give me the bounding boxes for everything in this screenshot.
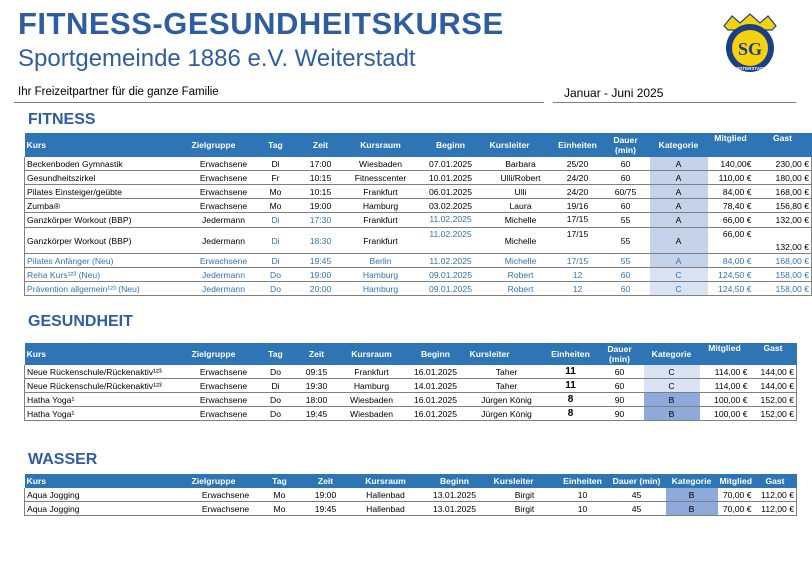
cell-tag: Di <box>258 379 294 393</box>
cell-kategorie: A <box>650 157 708 171</box>
header-dauer: Dauer (min) <box>602 133 650 157</box>
cell-kursleiter: Michelle <box>488 213 554 228</box>
cell-dauer: 45 <box>608 488 666 502</box>
cell-gast: 168,00 € <box>754 254 812 268</box>
cell-kursraum: Wiesbaden <box>340 393 404 407</box>
cell-kursleiter: Taher <box>468 379 546 393</box>
cell-kursleiter: Taher <box>468 365 546 379</box>
table-row <box>25 268 812 282</box>
cell-tag: Do <box>258 282 294 296</box>
cell-dauer: 55 <box>602 254 650 268</box>
cell-zielgruppe: Erwachsene <box>190 407 258 421</box>
cell-kurs: Gesundheitszirkel <box>25 171 190 185</box>
cell-zeit: 18:00 <box>294 393 340 407</box>
cell-tag: Do <box>258 393 294 407</box>
cell-dauer: 60 <box>602 268 650 282</box>
logo-letters: SG <box>737 39 763 59</box>
wasser-course-table <box>24 474 797 516</box>
club-logo <box>718 10 782 74</box>
header-einheiten: Einheiten <box>546 343 596 365</box>
club-name: Sportgemeinde 1886 e.V. Weiterstadt <box>18 45 416 72</box>
cell-dauer: 90 <box>596 407 644 421</box>
cell-zielgruppe: Jedermann <box>190 228 258 254</box>
cell-einheiten: 17/15 <box>554 213 602 228</box>
cell-zeit: 19:45 <box>294 254 348 268</box>
header-kategorie: Kategorie <box>650 133 708 157</box>
cell-zeit: 19:00 <box>298 488 354 502</box>
cell-gast: 230,00 € <box>754 157 812 171</box>
cell-dauer: 55 <box>602 228 650 254</box>
cell-kursraum: Hamburg <box>348 282 414 296</box>
cell-einheiten: 11 <box>546 365 596 379</box>
cell-beginn: 03.02.2025 <box>414 199 488 213</box>
cell-dauer: 60 <box>596 365 644 379</box>
cell-beginn: 09.01.2025 <box>414 282 488 296</box>
header-kursraum: Kursraum <box>354 474 418 488</box>
cell-zeit: 10:15 <box>294 171 348 185</box>
cell-kursraum: Hamburg <box>340 379 404 393</box>
table-header-row <box>25 474 797 488</box>
table-row <box>25 407 797 421</box>
cell-einheiten: 10 <box>558 502 608 516</box>
cell-kategorie: A <box>650 213 708 228</box>
cell-tag: Di <box>258 254 294 268</box>
cell-kurs: Zumba® <box>25 199 190 213</box>
cell-zielgruppe: Erwachsene <box>190 157 258 171</box>
section-title-gesundheit: GESUNDHEIT <box>28 313 133 330</box>
table-row <box>25 213 812 228</box>
cell-dauer: 90 <box>596 393 644 407</box>
tagline: Ihr Freizeitpartner für die ganze Familie <box>18 86 219 98</box>
table-row <box>25 282 812 296</box>
cell-einheiten: 8 <box>546 407 596 421</box>
cell-kategorie: C <box>644 379 700 393</box>
cell-einheiten: 24/20 <box>554 171 602 185</box>
cell-gast: 132,00 € <box>754 213 812 228</box>
cell-dauer: 45 <box>608 502 666 516</box>
cell-kategorie: B <box>666 488 718 502</box>
cell-tag: Mo <box>258 199 294 213</box>
cell-mitglied: 70,00 € <box>718 488 754 502</box>
cell-zeit: 10:15 <box>294 185 348 199</box>
cell-tag: Do <box>258 268 294 282</box>
cell-beginn: 11.02.2025 <box>414 213 488 228</box>
cell-zeit: 19:45 <box>298 502 354 516</box>
cell-tag: Mo <box>262 502 298 516</box>
cell-tag: Mo <box>262 488 298 502</box>
cell-dauer: 60/75 <box>602 185 650 199</box>
page-title: FITNESS-GESUNDHEITSKURSE <box>18 6 504 41</box>
cell-kursraum: Hallenbad <box>354 502 418 516</box>
cell-mitglied: 66,00 € <box>708 213 754 228</box>
cell-kategorie: C <box>650 268 708 282</box>
cell-kursraum: Hamburg <box>348 199 414 213</box>
cell-mitglied: 66,00 € <box>708 228 754 254</box>
table-header-row <box>25 133 812 157</box>
header-einheiten: Einheiten <box>554 133 602 157</box>
header-zeit: Zeit <box>298 474 354 488</box>
cell-kurs: Ganzkörper Workout (BBP) <box>25 228 190 254</box>
cell-kursleiter: Ulli/Robert <box>488 171 554 185</box>
header-beginn: Beginn <box>404 343 468 365</box>
cell-einheiten: 12 <box>554 282 602 296</box>
section-title-fitness: FITNESS <box>28 111 96 128</box>
cell-zeit: 09:15 <box>294 365 340 379</box>
cell-kursleiter: Robert <box>488 268 554 282</box>
cell-beginn: 09.01.2025 <box>414 268 488 282</box>
cell-zielgruppe: Erwachsene <box>190 254 258 268</box>
header-beginn: Beginn <box>418 474 492 488</box>
cell-zielgruppe: Erwachsene <box>190 199 258 213</box>
cell-gast: 180,00 € <box>754 171 812 185</box>
cell-zielgruppe: Erwachsene <box>190 171 258 185</box>
cell-kurs: Beckenboden Gymnastik <box>25 157 190 171</box>
table-row <box>25 254 812 268</box>
cell-einheiten: 11 <box>546 379 596 393</box>
header-beginn: Beginn <box>414 133 488 157</box>
cell-zielgruppe: Jedermann <box>190 282 258 296</box>
cell-mitglied: 124,50 € <box>708 268 754 282</box>
cell-kurs: Aqua Jogging <box>25 502 190 516</box>
cell-kurs: Hatha Yoga¹ <box>25 407 190 421</box>
cell-gast: 112,00 € <box>754 502 797 516</box>
table-row <box>25 502 797 516</box>
cell-dauer: 60 <box>596 379 644 393</box>
cell-gast: 144,00 € <box>750 379 797 393</box>
cell-kategorie: B <box>644 393 700 407</box>
cell-kurs: Pilates Einsteiger/geübte <box>25 185 190 199</box>
cell-tag: Di <box>258 228 294 254</box>
cell-kursleiter: Michelle <box>488 228 554 254</box>
cell-kursraum: Frankfurt <box>348 228 414 254</box>
cell-zielgruppe: Erwachsene <box>190 393 258 407</box>
cell-beginn: 07.01.2025 <box>414 157 488 171</box>
table-row <box>25 365 797 379</box>
table-row <box>25 228 812 254</box>
cell-beginn: 13.01.2025 <box>418 502 492 516</box>
cell-tag: Di <box>258 213 294 228</box>
cell-zielgruppe: Erwachsene <box>190 488 262 502</box>
header-kategorie: Kategorie <box>644 343 700 365</box>
header-dauer: Dauer (min) <box>596 343 644 365</box>
header-zielgruppe: Zielgruppe <box>190 133 258 157</box>
cell-gast: 144,00 € <box>750 365 797 379</box>
cell-einheiten: 12 <box>554 268 602 282</box>
cell-kategorie: A <box>650 228 708 254</box>
cell-kategorie: B <box>666 502 718 516</box>
cell-beginn: 16.01.2025 <box>404 393 468 407</box>
cell-zeit: 17:30 <box>294 213 348 228</box>
period-divider <box>553 102 796 103</box>
cell-zeit: 17:00 <box>294 157 348 171</box>
cell-kategorie: C <box>644 365 700 379</box>
cell-zielgruppe: Erwachsene <box>190 379 258 393</box>
cell-dauer: 60 <box>602 157 650 171</box>
cell-beginn: 16.01.2025 <box>404 407 468 421</box>
cell-dauer: 60 <box>602 171 650 185</box>
cell-tag: Mo <box>258 185 294 199</box>
cell-kategorie: A <box>650 185 708 199</box>
logo-ring-text: WEITERSTADT <box>733 66 767 71</box>
cell-mitglied: 114,00 € <box>700 365 750 379</box>
cell-zielgruppe: Jedermann <box>190 268 258 282</box>
header-kurs: Kurs <box>25 133 190 157</box>
table-row <box>25 379 797 393</box>
cell-zielgruppe: Erwachsene <box>190 502 262 516</box>
cell-zeit: 19:30 <box>294 379 340 393</box>
header-zeit: Zeit <box>294 133 348 157</box>
cell-kursraum: Hallenbad <box>354 488 418 502</box>
cell-einheiten: 24/20 <box>554 185 602 199</box>
cell-kursleiter: Jürgen König <box>468 393 546 407</box>
fitness-course-table <box>24 133 812 296</box>
cell-gast: 152,00 € <box>750 407 797 421</box>
cell-zielgruppe: Erwachsene <box>190 365 258 379</box>
cell-zeit: 20:00 <box>294 282 348 296</box>
course-period: Januar - Juni 2025 <box>564 86 664 100</box>
header-zeit: Zeit <box>294 343 340 365</box>
header-mitglied: Mitglied <box>708 133 754 157</box>
cell-kursraum: Frankfurt <box>348 213 414 228</box>
cell-beginn: 10.01.2025 <box>414 171 488 185</box>
header-gast: Gast <box>754 133 812 157</box>
cell-einheiten: 19/16 <box>554 199 602 213</box>
cell-kategorie: A <box>650 254 708 268</box>
cell-dauer: 60 <box>602 282 650 296</box>
header-tag: Tag <box>262 474 298 488</box>
table-row <box>25 199 812 213</box>
header-kursleiter: Kursleiter <box>492 474 558 488</box>
cell-kursleiter: Michelle <box>488 254 554 268</box>
table-row <box>25 393 797 407</box>
header-tag: Tag <box>258 343 294 365</box>
cell-mitglied: 140,00€ <box>708 157 754 171</box>
cell-kursraum: Wiesbaden <box>340 407 404 421</box>
cell-tag: Fr <box>258 171 294 185</box>
cell-kategorie: A <box>650 199 708 213</box>
header-kurs: Kurs <box>25 474 190 488</box>
cell-zeit: 18:30 <box>294 228 348 254</box>
cell-gast: 132,00 € <box>754 228 812 254</box>
cell-kategorie: B <box>644 407 700 421</box>
header-gast: Gast <box>754 474 797 488</box>
header-zielgruppe: Zielgruppe <box>190 343 258 365</box>
cell-einheiten: 17/15 <box>554 254 602 268</box>
cell-beginn: 14.01.2025 <box>404 379 468 393</box>
gesundheit-course-table <box>24 343 797 421</box>
table-header-row <box>25 343 797 365</box>
cell-kategorie: C <box>650 282 708 296</box>
header-gast: Gast <box>750 343 797 365</box>
header-dauer: Dauer (min) <box>608 474 666 488</box>
cell-mitglied: 78,40 € <box>708 199 754 213</box>
cell-kurs: Pilates Anfänger (Neu) <box>25 254 190 268</box>
cell-mitglied: 84,00 € <box>708 185 754 199</box>
cell-beginn: 16.01.2025 <box>404 365 468 379</box>
table-row <box>25 488 797 502</box>
cell-einheiten: 25/20 <box>554 157 602 171</box>
cell-kategorie: A <box>650 171 708 185</box>
cell-gast: 152,00 € <box>750 393 797 407</box>
cell-beginn: 11.02.2025 <box>414 254 488 268</box>
header-zielgruppe: Zielgruppe <box>190 474 262 488</box>
cell-kursraum: Frankfurt <box>340 365 404 379</box>
cell-zeit: 19:00 <box>294 268 348 282</box>
cell-kursleiter: Laura <box>488 199 554 213</box>
cell-kursleiter: Birgit <box>492 488 558 502</box>
cell-gast: 112,00 € <box>754 488 797 502</box>
cell-kursraum: Fitnesscenter <box>348 171 414 185</box>
cell-kursraum: Frankfurt <box>348 185 414 199</box>
header-einheiten: Einheiten <box>558 474 608 488</box>
cell-kurs: Prävention allgemein¹²³ (Neu) <box>25 282 190 296</box>
cell-mitglied: 100,00 € <box>700 407 750 421</box>
cell-gast: 158,00 € <box>754 268 812 282</box>
cell-mitglied: 70,00 € <box>718 502 754 516</box>
cell-mitglied: 84,00 € <box>708 254 754 268</box>
cell-einheiten: 8 <box>546 393 596 407</box>
section-title-wasser: WASSER <box>28 451 98 468</box>
cell-beginn: 13.01.2025 <box>418 488 492 502</box>
header-kursleiter: Kursleiter <box>488 133 554 157</box>
cell-gast: 168,00 € <box>754 185 812 199</box>
cell-mitglied: 100,00 € <box>700 393 750 407</box>
tagline-divider <box>14 102 544 103</box>
header-kursraum: Kursraum <box>348 133 414 157</box>
table-row <box>25 171 812 185</box>
cell-zielgruppe: Jedermann <box>190 213 258 228</box>
table-row <box>25 157 812 171</box>
header-mitglied: Mitglied <box>719 476 752 486</box>
table-row <box>25 185 812 199</box>
cell-kursleiter: Barbara <box>488 157 554 171</box>
cell-kursraum: Berlin <box>348 254 414 268</box>
cell-dauer: 60 <box>602 199 650 213</box>
cell-zeit: 19:45 <box>294 407 340 421</box>
cell-einheiten: 10 <box>558 488 608 502</box>
cell-kurs: Aqua Jogging <box>25 488 190 502</box>
cell-beginn: 11.02.2025 <box>414 228 488 254</box>
cell-mitglied: 114,00 € <box>700 379 750 393</box>
header-kursraum: Kursraum <box>340 343 404 365</box>
header-kategorie: Kategorie <box>666 474 718 488</box>
cell-dauer: 55 <box>602 213 650 228</box>
cell-kurs: Neue Rückenschule/Rückenaktiv¹²³ <box>25 379 190 393</box>
cell-tag: Di <box>258 157 294 171</box>
cell-kurs: Reha Kurs¹²³ (Neu) <box>25 268 190 282</box>
cell-tag: Do <box>258 407 294 421</box>
cell-mitglied: 110,00 € <box>708 171 754 185</box>
cell-kurs: Ganzkörper Workout (BBP) <box>25 213 190 228</box>
header-kurs: Kurs <box>25 343 190 365</box>
cell-kursleiter: Jürgen König <box>468 407 546 421</box>
cell-kurs: Neue Rückenschule/Rückenaktiv¹²³ <box>25 365 190 379</box>
cell-zielgruppe: Erwachsene <box>190 185 258 199</box>
cell-zeit: 19:00 <box>294 199 348 213</box>
cell-kursleiter: Birgit <box>492 502 558 516</box>
cell-kursraum: Hamburg <box>348 268 414 282</box>
cell-einheiten: 17/15 <box>554 228 602 254</box>
cell-beginn: 06.01.2025 <box>414 185 488 199</box>
header-mitglied: Mitglied <box>700 343 750 365</box>
cell-kurs: Hatha Yoga¹ <box>25 393 190 407</box>
cell-gast: 158,00 € <box>754 282 812 296</box>
header-tag: Tag <box>258 133 294 157</box>
header-kursleiter: Kursleiter <box>468 343 546 365</box>
cell-mitglied: 124,50 € <box>708 282 754 296</box>
cell-tag: Do <box>258 365 294 379</box>
cell-kursraum: Wiesbaden <box>348 157 414 171</box>
cell-kursleiter: Robert <box>488 282 554 296</box>
cell-kursleiter: Ulli <box>488 185 554 199</box>
cell-gast: 156,80 € <box>754 199 812 213</box>
